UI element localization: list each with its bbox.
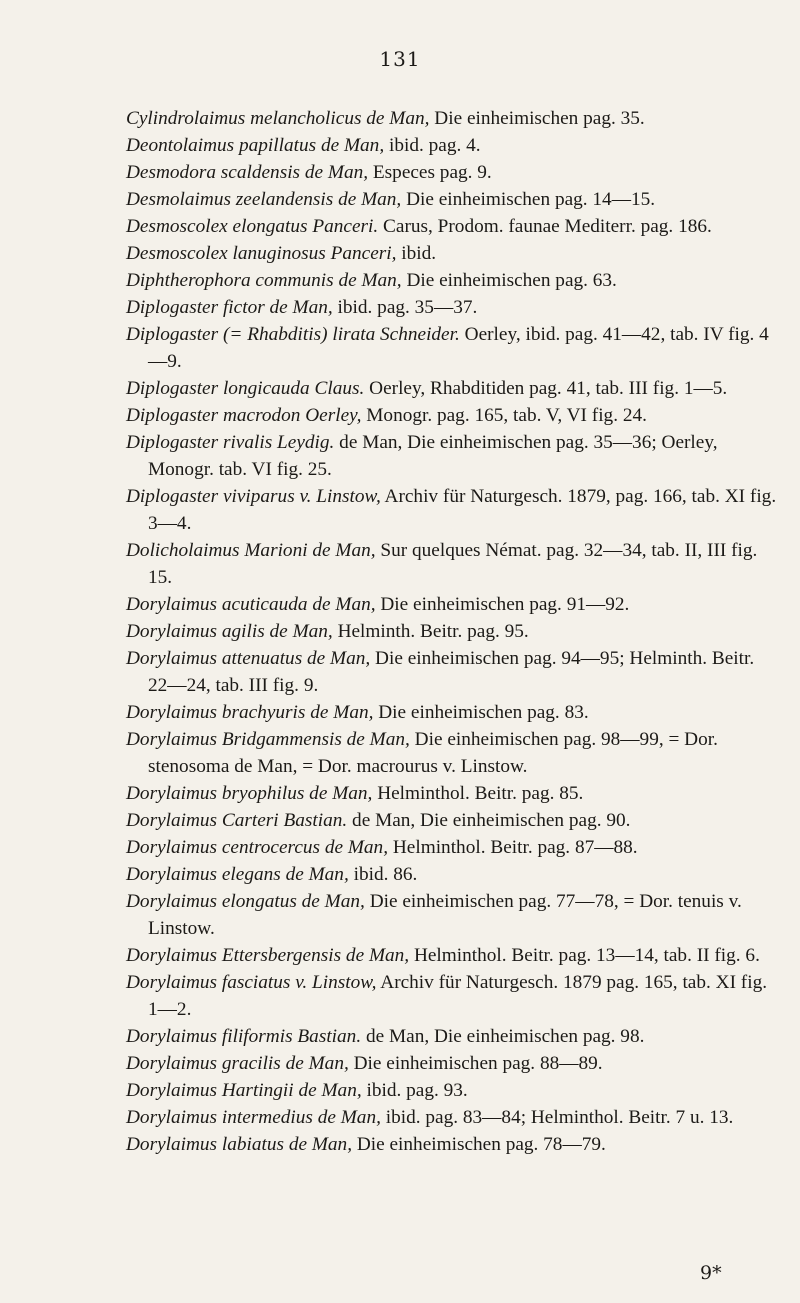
- literature-reference: ibid. pag. 4.: [388, 135, 481, 156]
- species-name: Dorylaimus Bridgammensis de Man,: [126, 729, 410, 750]
- index-entry: [126, 780, 778, 807]
- species-name: Diplogaster longicauda Claus.: [126, 378, 365, 399]
- species-name: Dorylaimus centrocercus de Man,: [126, 837, 389, 858]
- index-entry: [126, 1104, 778, 1131]
- index-entry: [126, 834, 778, 861]
- species-name: Diplogaster rivalis Leydig.: [126, 432, 335, 453]
- species-name: Dorylaimus Carteri Bastian.: [126, 810, 348, 831]
- index-entry: [126, 807, 778, 834]
- species-name: Diplogaster macrodon Oerley,: [126, 405, 362, 426]
- literature-reference: Die einheimischen pag. 63.: [406, 270, 617, 291]
- literature-reference: ibid. pag. 35—37.: [337, 297, 478, 318]
- index-entry: [126, 213, 778, 240]
- index-entry: [126, 537, 778, 591]
- literature-reference: Die einheimischen pag. 98—99, = Dor. stenosoma de Man, = Dor. macrourus v. Linstow.: [148, 729, 718, 777]
- index-entry: [126, 132, 778, 159]
- index-entry: [126, 375, 778, 402]
- species-name: Dorylaimus agilis de Man,: [126, 621, 333, 642]
- species-name: Dorylaimus elongatus de Man,: [126, 891, 365, 912]
- index-entry: [126, 402, 778, 429]
- species-name: Desmodora scaldensis de Man,: [126, 162, 369, 183]
- literature-reference: Carus, Prodom. faunae Mediterr. pag. 186.: [383, 216, 712, 237]
- signature-mark: 9*: [700, 1262, 722, 1284]
- index-entry: [126, 186, 778, 213]
- species-name: Dorylaimus acuticauda de Man,: [126, 594, 376, 615]
- index-entry: [126, 645, 778, 699]
- species-name: Desmolaimus zeelandensis de Man,: [126, 189, 402, 210]
- literature-reference: Archiv für Naturgesch. 1879, pag. 166, tab. XI fig. 3—4.: [148, 486, 777, 534]
- literature-reference: Helminthol. Beitr. pag. 87—88.: [392, 837, 638, 858]
- literature-reference: Die einheimischen pag. 77—78, = Dor. tenuis v. Linstow.: [148, 891, 742, 939]
- species-name: Dorylaimus elegans de Man,: [126, 864, 349, 885]
- index-entry: [126, 861, 778, 888]
- species-name: Dorylaimus bryophilus de Man,: [126, 783, 373, 804]
- species-name: Cylindrolaimus melancholicus de Man,: [126, 108, 430, 129]
- index-entry: [126, 105, 778, 132]
- index-entry: [126, 618, 778, 645]
- literature-reference: Helminth. Beitr. pag. 95.: [337, 621, 529, 642]
- index-entry: [126, 483, 778, 537]
- species-name: Dorylaimus gracilis de Man,: [126, 1053, 349, 1074]
- index-entry: [126, 321, 778, 375]
- literature-reference: ibid.: [401, 243, 437, 264]
- literature-reference: Die einheimischen pag. 88—89.: [353, 1053, 603, 1074]
- literature-reference: Monogr. pag. 165, tab. V, VI fig. 24.: [366, 405, 647, 426]
- index-entry: [126, 1023, 778, 1050]
- page-number: 131: [379, 47, 421, 71]
- species-name: Desmoscolex elongatus Panceri.: [126, 216, 379, 237]
- species-name: Dorylaimus fasciatus v. Linstow,: [126, 972, 377, 993]
- literature-reference: Helminthol. Beitr. pag. 13—14, tab. II fig. 6.: [413, 945, 760, 966]
- index-entry: [126, 1050, 778, 1077]
- species-name: Dorylaimus attenuatus de Man,: [126, 648, 371, 669]
- literature-reference: ibid. 86.: [353, 864, 418, 885]
- literature-reference: Die einheimischen pag. 78—79.: [356, 1134, 606, 1155]
- species-name: Dorylaimus labiatus de Man,: [126, 1134, 353, 1155]
- species-name: Dolicholaimus Marioni de Man,: [126, 540, 376, 561]
- species-name: Diplogaster viviparus v. Linstow,: [126, 486, 381, 507]
- species-name: Deontolaimus papillatus de Man,: [126, 135, 385, 156]
- index-entry: [126, 888, 778, 942]
- index-entry: [126, 429, 778, 483]
- literature-reference: Die einheimischen pag. 35.: [434, 108, 645, 129]
- species-name: Dorylaimus intermedius de Man,: [126, 1107, 381, 1128]
- literature-reference: Oerley, ibid. pag. 41—42, tab. IV fig. 4—9.: [148, 324, 769, 372]
- species-name: Dorylaimus Hartingii de Man,: [126, 1080, 362, 1101]
- literature-reference: de Man, Die einheimischen pag. 90.: [352, 810, 631, 831]
- index-entry: [126, 942, 778, 969]
- literature-reference: ibid. pag. 93.: [366, 1080, 468, 1101]
- literature-reference: Helminthol. Beitr. pag. 85.: [377, 783, 584, 804]
- index-entry: [126, 969, 778, 1023]
- species-name: Dorylaimus brachyuris de Man,: [126, 702, 374, 723]
- species-index: [126, 105, 778, 1158]
- index-entry: [126, 699, 778, 726]
- literature-reference: de Man, Die einheimischen pag. 98.: [365, 1026, 645, 1047]
- literature-reference: ibid. pag. 83—84; Helminthol. Beitr. 7 u. 13.: [385, 1107, 734, 1128]
- literature-reference: de Man, Die einheimischen pag. 35—36; Oerley, Monogr. tab. VI fig. 25.: [148, 432, 718, 480]
- literature-reference: Die einheimischen pag. 91—92.: [380, 594, 630, 615]
- index-entry: [126, 267, 778, 294]
- species-name: Diplogaster fictor de Man,: [126, 297, 333, 318]
- index-entry: [126, 294, 778, 321]
- index-entry: [126, 159, 778, 186]
- index-entry: [126, 591, 778, 618]
- literature-reference: Oerley, Rhabditiden pag. 41, tab. III fig. 1—5.: [369, 378, 728, 399]
- species-name: Diplogaster (= Rhabditis) lirata Schneider.: [126, 324, 460, 345]
- literature-reference: Sur quelques Némat. pag. 32—34, tab. II, III fig. 15.: [148, 540, 758, 588]
- literature-reference: Die einheimischen pag. 14—15.: [406, 189, 656, 210]
- index-entry: [126, 726, 778, 780]
- index-entry: [126, 1131, 778, 1158]
- species-name: Desmoscolex lanuginosus Panceri,: [126, 243, 397, 264]
- index-entry: [126, 1077, 778, 1104]
- index-entry: [126, 240, 778, 267]
- species-name: Dorylaimus filiformis Bastian.: [126, 1026, 362, 1047]
- species-name: Dorylaimus Ettersbergensis de Man,: [126, 945, 410, 966]
- literature-reference: Die einheimischen pag. 83.: [378, 702, 589, 723]
- literature-reference: Die einheimischen pag. 94—95; Helminth. Beitr. 22—24, tab. III fig. 9.: [148, 648, 755, 696]
- literature-reference: Especes pag. 9.: [372, 162, 492, 183]
- species-name: Diphtherophora communis de Man,: [126, 270, 402, 291]
- literature-reference: Archiv für Naturgesch. 1879 pag. 165, tab. XI fig. 1—2.: [148, 972, 768, 1020]
